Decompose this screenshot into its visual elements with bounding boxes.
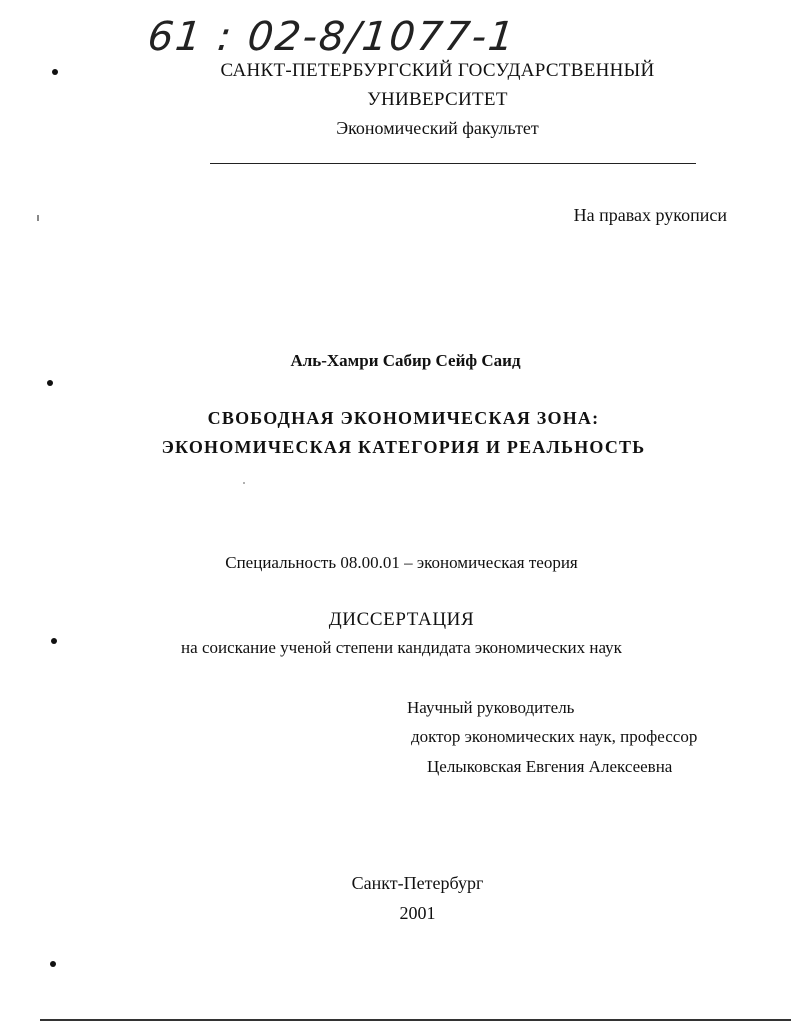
scan-speck-icon — [243, 482, 245, 484]
university-name-line2: УНИВЕРСИТЕТ — [367, 89, 508, 110]
faculty-name: Экономический факультет — [336, 118, 539, 138]
university-name-line1: САНКТ-ПЕТЕРБУРГСКИЙ ГОСУДАРСТВЕННЫЙ — [220, 60, 655, 81]
thesis-title-line1: СВОБОДНАЯ ЭКОНОМИЧЕСКАЯ ЗОНА: — [207, 408, 600, 428]
dissertation-subtitle: на соискание ученой степени кандидата экономических наук — [181, 638, 622, 657]
dissertation-heading: ДИССЕРТАЦИЯ — [328, 609, 475, 630]
header-divider — [210, 163, 696, 164]
city: Санкт-Петербург — [351, 873, 484, 893]
supervisor-degree: доктор экономических наук, профессор — [411, 727, 698, 746]
handwritten-archive-number: 61 : 02-8/1077-1 — [145, 14, 519, 60]
punch-mark-icon — [50, 961, 56, 967]
punch-mark-icon — [51, 638, 57, 644]
speciality: Специальность 08.00.01 – экономическая теория — [225, 553, 578, 572]
year: 2001 — [399, 903, 436, 923]
author-name: Аль-Хамри Сабир Сейф Саид — [290, 351, 521, 370]
punch-mark-icon — [47, 380, 53, 386]
supervisor-label: Научный руководитель — [407, 698, 575, 717]
rights-note: На правах рукописи — [573, 205, 727, 225]
thesis-title-line2: ЭКОНОМИЧЕСКАЯ КАТЕГОРИЯ И РЕАЛЬНОСТЬ — [161, 437, 646, 457]
supervisor-name: Целыковская Евгения Алексеевна — [427, 757, 673, 776]
scan-edge-line — [40, 1019, 791, 1021]
punch-mark-icon — [52, 69, 58, 75]
scan-mark-icon — [37, 215, 39, 221]
